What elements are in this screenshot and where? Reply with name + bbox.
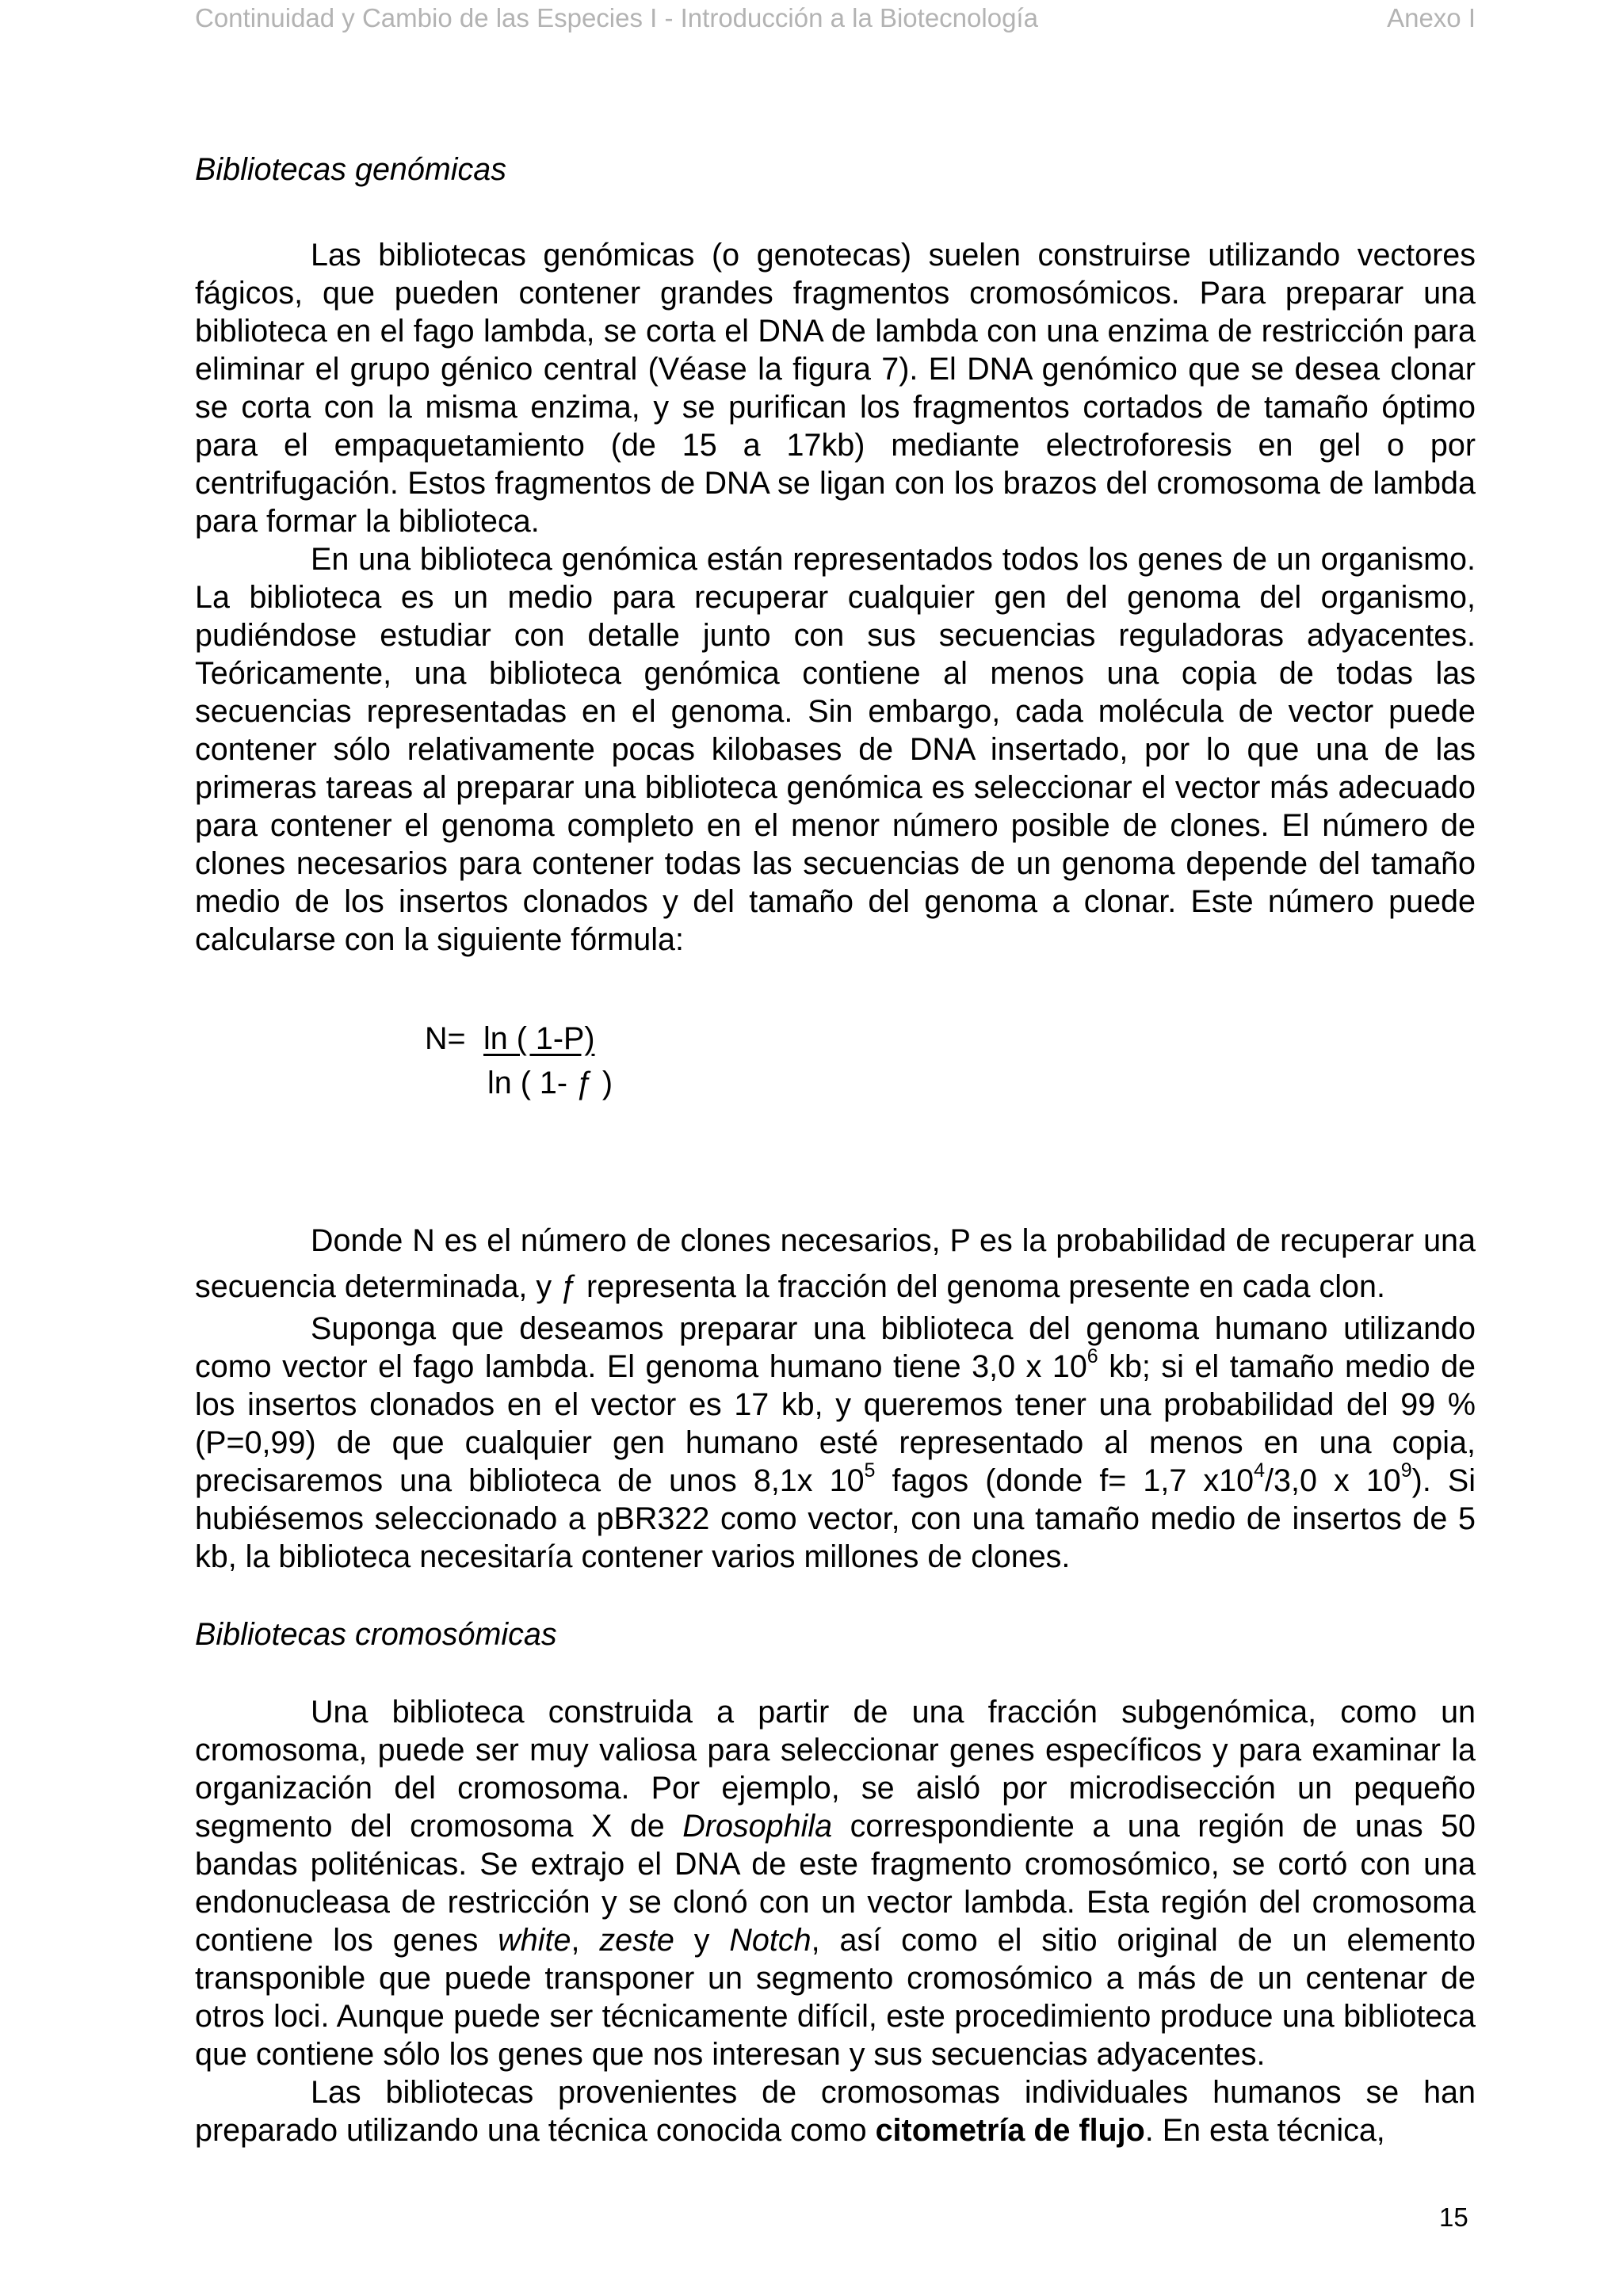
- text-run: y: [674, 1923, 730, 1958]
- superscript: 5: [864, 1459, 876, 1482]
- text-run: Las bibliotecas provenientes de cromosomas individuales humanos se han preparado utilizando una técnica conocida como: [195, 2075, 1476, 2148]
- page-body: [195, 151, 1476, 2149]
- section-title-genomic: Bibliotecas genómicas: [195, 152, 507, 187]
- running-header: [195, 0, 1476, 38]
- paragraph-genomic-2: En una biblioteca genómica están representados todos los genes de un organismo. La biblioteca es un medio para recuperar cualquier gen del genoma del organismo, pudiéndose estudiar con detalle junto con sus secuencias reguladoras adyacentes. Teóricamente, una biblioteca genómica contiene al menos una copia de todas las secuencias representadas en el genoma. Sin embargo, cada molécula de vector puede contener sólo relativamente pocas kilobases de DNA insertado, por lo que una de las primeras tareas al preparar una biblioteca genómica es seleccionar el vector más adecuado para contener el genoma completo en el menor número posible de clones. El número de clones necesarios para contener todas las secuencias de un genoma depende del tamaño medio de los insertos clonados y del tamaño del genoma a clonar. Este número puede calcularse con la siguiente fórmula:: [195, 542, 1476, 957]
- text-run: ,: [571, 1923, 600, 1958]
- bold-term: citometría de flujo: [875, 2113, 1145, 2148]
- paragraph-human-genome-example: [195, 1310, 1476, 1576]
- page-number: 15: [1439, 2203, 1468, 2232]
- formula-lhs: N=: [425, 1021, 466, 1056]
- text-run: correspondiente a una región de unas 50 bandas politénicas. Se extrajo el DNA de este fragmento cromosómico, se cortó con una endonucleasa de restricción y se clonó con un vector lambda. Esta región del cromosoma contiene los genes: [195, 1809, 1476, 1958]
- text-run: ). Si hubiésemos seleccionado a pBR322 como vector, con una tamaño medio de insertos de 5 kb, la biblioteca necesitaría contener varios millones de clones.: [195, 1463, 1476, 1574]
- paragraph-chromosomal-2: [195, 2073, 1476, 2149]
- text-run: Suponga que deseamos preparar una biblioteca del genoma humano utilizando como vector el fago lambda. El genoma humano tiene 3,0 x 10: [195, 1311, 1476, 1384]
- section-title-chromosomal: Bibliotecas cromosómicas: [195, 1617, 557, 1652]
- italic-term: zeste: [599, 1923, 674, 1958]
- italic-term: Notch: [729, 1923, 812, 1958]
- header-annex: Anexo I: [1387, 3, 1476, 32]
- superscript: 6: [1086, 1344, 1098, 1367]
- superscript: 9: [1400, 1459, 1412, 1482]
- clone-number-formula: [195, 1020, 1476, 1218]
- text-run: fagos (donde f= 1,7 x10: [875, 1463, 1254, 1498]
- paragraph-chromosomal-1: [195, 1693, 1476, 2073]
- text-run: /3,0 x 10: [1265, 1463, 1401, 1498]
- text-run: Una biblioteca construida a partir de una fracción subgenómica, como un cromosoma, puede ser muy valiosa para seleccionar genes específicos y para examinar la organización del cromosoma. Por ejemplo, se aisló por microdisección un pequeño segmento del cromosoma X de: [195, 1695, 1476, 1844]
- header-title: Continuidad y Cambio de las Especies I - Introducción a la Biotecnología: [195, 3, 1038, 32]
- paragraph-formula-explanation: Donde N es el número de clones necesarios, P es la probabilidad de recuperar una secuencia determinada, y ƒ representa la fracción del genoma presente en cada clon.: [195, 1223, 1476, 1304]
- formula-numerator: ln ( 1-P): [483, 1021, 595, 1056]
- italic-term: Drosophila: [682, 1809, 833, 1844]
- text-run: , así como el sitio original de un elemento transponible que puede transponer un segmento cromosómico a más de un centenar de otros loci. Aunque puede ser técnicamente difícil, este procedimiento produce una biblioteca que contiene sólo los genes que nos interesan y sus secuencias adyacentes.: [195, 1923, 1476, 2072]
- formula-denominator: ln ( 1- ƒ ): [487, 1066, 613, 1100]
- text-run: . En esta técnica,: [1144, 2113, 1385, 2148]
- text-run: kb; si el tamaño medio de los insertos clonados en el vector es 17 kb, y queremos tener una probabilidad del 99 % (P=0,99) de que cualquier gen humano esté representado al menos en una copia, precisaremos una biblioteca de unos 8,1x 10: [195, 1349, 1476, 1498]
- paragraph-genomic-1: Las bibliotecas genómicas (o genotecas) suelen construirse utilizando vectores fágicos, que pueden contener grandes fragmentos cromosómicos. Para preparar una biblioteca en el fago lambda, se corta el DNA de lambda con una enzima de restricción para eliminar el grupo génico central (Véase la figura 7). El DNA genómico que se desea clonar se corta con la misma enzima, y se purifican los fragmentos cortados de tamaño óptimo para el empaquetamiento (de 15 a 17kb) mediante electroforesis en gel o por centrifugación. Estos fragmentos de DNA se ligan con los brazos del cromosoma de lambda para formar la biblioteca.: [195, 238, 1476, 539]
- italic-term: white: [498, 1923, 571, 1958]
- superscript: 4: [1254, 1459, 1266, 1482]
